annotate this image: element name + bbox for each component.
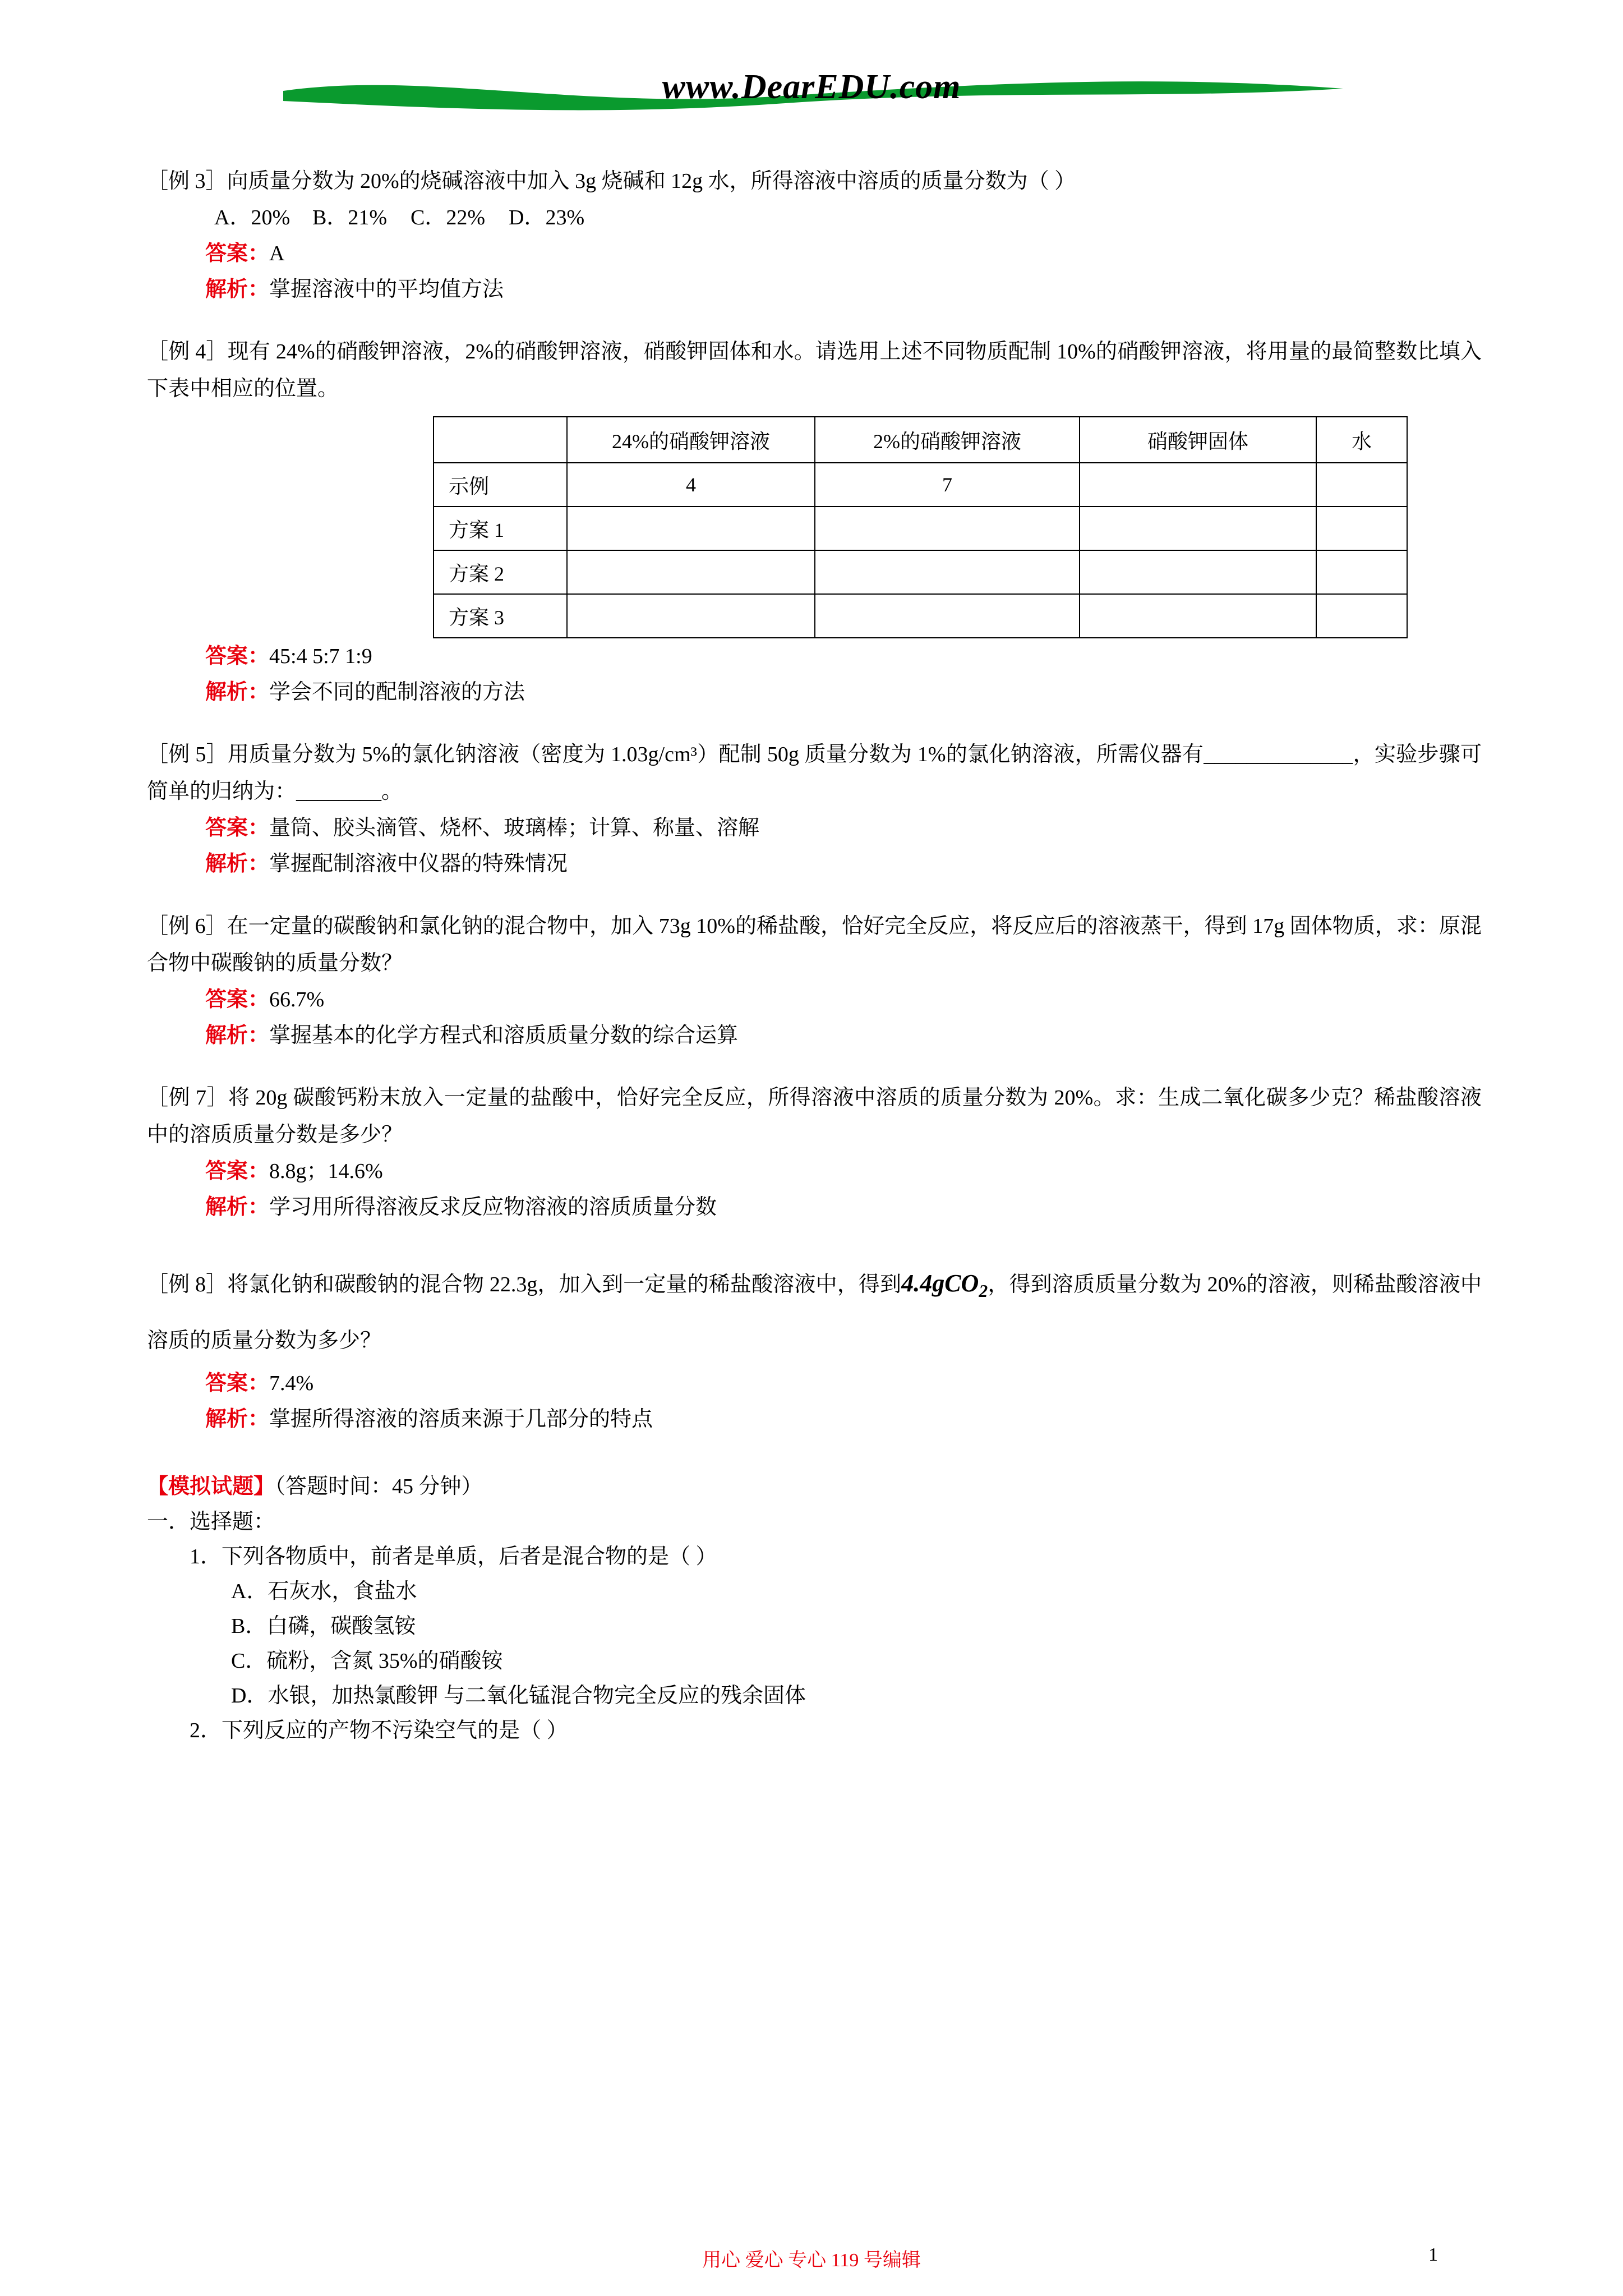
example-7-block: [147, 1079, 1482, 1225]
analysis-label: 解析：: [205, 278, 270, 301]
table-row-label: 方案 2: [434, 550, 567, 594]
example-4-label: ［例 4］: [147, 340, 228, 364]
example-3-text: 向质量分数为 20%的烧碱溶液中加入 3g 烧碱和 12g 水，所得溶液中溶质的质量分数为（ ）: [227, 169, 1076, 193]
example-5-block: [147, 736, 1482, 882]
example-8-block: [147, 1259, 1482, 1437]
site-logo-text: www.DearEDU.com: [662, 68, 961, 106]
table-cell: [1080, 507, 1316, 550]
formula-subscript: 2: [979, 1281, 988, 1301]
table-cell: [1316, 507, 1407, 550]
example-6-stem: [147, 908, 1482, 982]
table-cell: [567, 507, 815, 550]
answer-value: 8.8g；14.6%: [269, 1159, 383, 1183]
example-3-option-d: D．23%: [509, 206, 585, 229]
table-cell: [1316, 550, 1407, 594]
example-8-text-part2: ，得到溶质质量分数为 20%的溶液，则稀盐酸溶液中溶质的质量分数为多少？: [147, 1273, 1482, 1352]
document-body: [141, 163, 1482, 1748]
analysis-label: 解析：: [205, 680, 270, 704]
example-6-answer: [147, 982, 1482, 1018]
mock-exam-title: [147, 1469, 1482, 1504]
table-cell: [815, 550, 1080, 594]
example-6-text: 在一定量的碳酸钠和氯化钠的混合物中，加入 73g 10%的稀盐酸，恰好完全反应，将反应后的溶液蒸干，得到 17g 固体物质，求：原混合物中碳酸钠的质量分数？: [147, 914, 1482, 975]
example-7-stem: [147, 1079, 1482, 1153]
mock-q1-option-a: A．石灰水，食盐水: [231, 1579, 417, 1603]
scheme-table: [433, 416, 1408, 638]
table-row: [434, 463, 1407, 507]
example-4-block: [147, 333, 1482, 710]
example-7-answer: [147, 1153, 1482, 1189]
mock-q1-option-c: C．硫粉，含氮 35%的硝酸铵: [231, 1649, 503, 1673]
example-7-label: ［例 7］: [147, 1086, 228, 1110]
example-5-analysis: [147, 846, 1482, 882]
example-8-analysis: [147, 1401, 1482, 1437]
example-5-text: 用质量分数为 5%的氯化钠溶液（密度为 1.03g/cm³）配制 50g 质量分数为 1%的氯化钠溶液，所需仪器有______________，实验步骤可简单的归纳为：________。: [147, 743, 1482, 803]
table-header-cell-2: 2%的硝酸钾溶液: [815, 417, 1080, 463]
example-3-option-c: C．22%: [411, 206, 486, 229]
table-row: [434, 507, 1407, 550]
example-8-stem: [147, 1259, 1482, 1365]
analysis-value: 掌握基本的化学方程式和溶质质量分数的综合运算: [269, 1024, 739, 1047]
example-6-block: [147, 908, 1482, 1053]
answer-label: 答案：: [205, 242, 270, 265]
analysis-value: 掌握溶液中的平均值方法: [269, 278, 504, 301]
analysis-value: 掌握配制溶液中仪器的特殊情况: [269, 852, 568, 876]
mock-q1-option-d: D．水银，加热氯酸钾 与二氧化锰混合物完全反应的残余固体: [231, 1683, 806, 1708]
page-number: 1: [1428, 2244, 1438, 2265]
analysis-label: 解析：: [205, 1024, 270, 1047]
example-8-label: ［例 8］: [147, 1273, 228, 1296]
table-row-label: 方案 1: [434, 507, 567, 550]
answer-label: 答案：: [205, 1371, 270, 1395]
table-cell: [1316, 463, 1407, 507]
analysis-label: 解析：: [205, 1195, 270, 1219]
example-4-stem: [147, 333, 1482, 407]
example-7-text: 将 20g 碳酸钙粉末放入一定量的盐酸中，恰好完全反应，所得溶液中溶质的质量分数为 20%。求：生成二氧化碳多少克？稀盐酸溶液中的溶质质量分数是多少？: [147, 1086, 1482, 1147]
table-header-cell-1: 24%的硝酸钾溶液: [567, 417, 815, 463]
answer-value: 量筒、胶头滴管、烧杯、玻璃棒；计算、称量、溶解: [269, 816, 760, 840]
footer-credit: 用心 爱心 专心 119 号编辑: [702, 2250, 921, 2271]
example-3-analysis: [147, 272, 1482, 307]
table-header-cell-0: [434, 417, 567, 463]
example-4-text: 现有 24%的硝酸钾溶液，2%的硝酸钾溶液，硝酸钾固体和水。请选用上述不同物质配制 10%的硝酸钾溶液，将用量的最简整数比填入下表中相应的位置。: [147, 340, 1482, 401]
table-cell: [567, 594, 815, 638]
analysis-value: 学习用所得溶液反求反应物溶液的溶质质量分数: [269, 1195, 717, 1219]
answer-value: 45:4 5:7 1:9: [269, 645, 372, 668]
example-5-label: ［例 5］: [147, 743, 228, 766]
table-row-label: 方案 3: [434, 594, 567, 638]
answer-value: 66.7%: [269, 988, 325, 1011]
example-3-answer: [147, 236, 1482, 272]
mock-q1-option-b: B．白磷，碳酸氢铵: [231, 1614, 416, 1638]
scheme-table-wrapper: [147, 416, 1482, 638]
table-cell: [567, 550, 815, 594]
mock-question-2: 2．下列反应的产物不污染空气的是（ ）: [190, 1718, 568, 1742]
example-3-stem: [147, 163, 1482, 200]
table-header-row: [434, 417, 1407, 463]
table-cell: [1316, 594, 1407, 638]
example-8-formula: [901, 1269, 988, 1301]
formula-main: 4.4gCO: [901, 1269, 979, 1297]
example-3-block: [147, 163, 1482, 307]
mock-exam-title-bracket: 【模拟试题】: [147, 1474, 275, 1498]
example-6-analysis: [147, 1018, 1482, 1053]
table-cell: [1080, 594, 1316, 638]
answer-value: A: [269, 242, 285, 265]
answer-label: 答案：: [205, 645, 270, 668]
table-cell: 7: [815, 463, 1080, 507]
analysis-value: 掌握所得溶液的溶质来源于几部分的特点: [269, 1407, 653, 1431]
answer-label: 答案：: [205, 1159, 270, 1183]
example-3-option-b: B．21%: [312, 206, 388, 229]
table-row: [434, 550, 1407, 594]
example-4-answer: [147, 638, 1482, 674]
table-row-label: 示例: [434, 463, 567, 507]
table-row: [434, 594, 1407, 638]
example-3-option-a: A．20%: [214, 206, 291, 229]
mock-question-1: 1．下列各物质中，前者是单质，后者是混合物的是（ ）: [190, 1544, 717, 1568]
answer-value: 7.4%: [269, 1371, 314, 1395]
example-3-options: [147, 200, 1482, 236]
example-7-analysis: [147, 1189, 1482, 1225]
analysis-label: 解析：: [205, 1407, 270, 1431]
example-6-label: ［例 6］: [147, 914, 227, 938]
example-3-label: ［例 3］: [147, 169, 227, 193]
mock-exam-title-plain: （答题时间：45 分钟）: [275, 1474, 483, 1498]
table-cell: [1080, 550, 1316, 594]
table-cell: 4: [567, 463, 815, 507]
table-cell: [1080, 463, 1316, 507]
analysis-label: 解析：: [205, 852, 270, 876]
example-5-stem: [147, 736, 1482, 810]
page-header: [0, 62, 1623, 146]
example-8-text-part1: 将氯化钠和碳酸钠的混合物 22.3g，加入到一定量的稀盐酸溶液中，得到: [227, 1273, 902, 1296]
mock-section-one: 一．选择题：: [147, 1510, 275, 1534]
example-8-answer: [147, 1365, 1482, 1401]
answer-label: 答案：: [205, 988, 270, 1011]
analysis-value: 学会不同的配制溶液的方法: [269, 680, 525, 704]
example-5-answer: [147, 810, 1482, 846]
table-header-cell-4: 水: [1316, 417, 1407, 463]
table-cell: [815, 594, 1080, 638]
answer-label: 答案：: [205, 816, 270, 840]
example-4-analysis: [147, 674, 1482, 710]
table-header-cell-3: 硝酸钾固体: [1080, 417, 1316, 463]
table-cell: [815, 507, 1080, 550]
